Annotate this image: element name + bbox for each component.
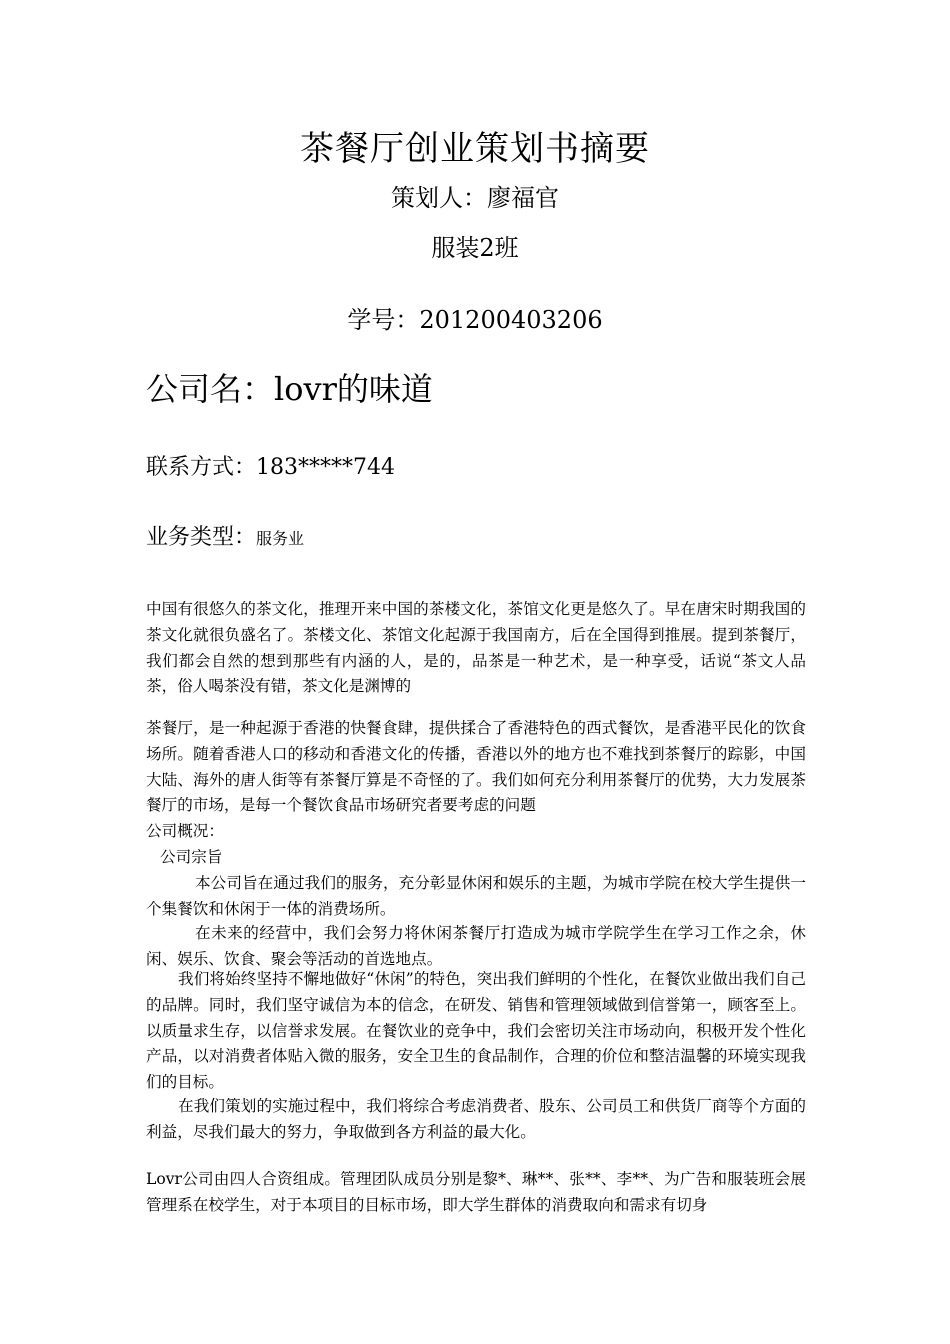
business-type-heading <box>146 521 304 556</box>
company-name-heading: 公司名：lovr的味道 <box>146 370 433 408</box>
company-purpose-label: 公司宗旨 <box>160 848 223 866</box>
tea-culture-paragraph: 中国有很悠久的茶文化，推理开来中国的茶楼文化，茶馆文化更是悠久了。早在唐宋时期我国的茶文化就很负盛名了。茶楼文化、茶馆文化起源于我国南方，后在全国得到推展。提到茶餐厅，我们都会自然的想到那些有内涵的人，是的，品茶是一种艺术，是一种享受，话说“茶文人品茶，俗人喝茶没有错，茶文化是渊博的 <box>146 600 806 696</box>
brand-paragraph: 我们将始终坚持不懈地做好“休闲”的特色，突出我们鲜明的个性化，在餐饮业做出我们自己的品牌。同时，我们坚守诚信为本的信念，在研发、销售和管理领域做到信誉第一，顾客至上。以质量求生存，以信誉求发展。在餐饮业的竞争中，我们会密切关注市场动向，积极开发个性化产品，以对消费者体贴入微的服务，安全卫生的食品制作，合理的价位和整洁温馨的环境实现我们的目标。 <box>146 970 806 1092</box>
class-line: 服装2班 <box>431 234 519 262</box>
tea-restaurant-paragraph: 茶餐厅，是一种起源于香港的快餐食肆，提供揉合了香港特色的西式餐饮，是香港平民化的饮食场所。随着香港人口的移动和香港文化的传播，香港以外的地方也不难找到茶餐厅的踪影，中国大陆、海外的唐人街等有茶餐厅算是不奇怪的了。我们如何充分利用茶餐厅的优势，大力发展茶餐厅的市场，是每一个餐饮食品市场研究者要考虑的问题 <box>146 719 806 815</box>
team-paragraph: Lovr公司由四人合资组成。管理团队成员分别是黎*、琳**、张**、李**、为广告和服装班会展管理系在校学生，对于本项目的目标市场，即大学生群体的消费取向和需求有切身 <box>146 1170 806 1214</box>
student-id-line: 学号：201200403206 <box>347 306 603 334</box>
business-type-value: 服务业 <box>256 529 305 548</box>
planner-line: 策划人：廖福官 <box>391 184 559 212</box>
business-type-label: 业务类型： <box>146 525 257 550</box>
company-overview-label: 公司概况： <box>146 822 224 840</box>
future-paragraph: 在未来的经营中，我们会努力将休闲茶餐厅打造成为城市学院学生在学习工作之余，休闲、娱乐、饮食、聚会等活动的首选地点。 <box>146 924 806 968</box>
document-title: 茶餐厅创业策划书摘要 <box>300 129 650 169</box>
contact-heading: 联系方式：183*****744 <box>146 455 395 480</box>
interests-paragraph: 在我们策划的实施过程中，我们将综合考虑消费者、股东、公司员工和供货厂商等个方面的利益，尽我们最大的努力，争取做到各方利益的最大化。 <box>146 1097 806 1141</box>
purpose-paragraph: 本公司旨在通过我们的服务，充分彰显休闲和娱乐的主题，为城市学院在校大学生提供一个集餐饮和休闲于一体的消费场所。 <box>146 874 806 918</box>
